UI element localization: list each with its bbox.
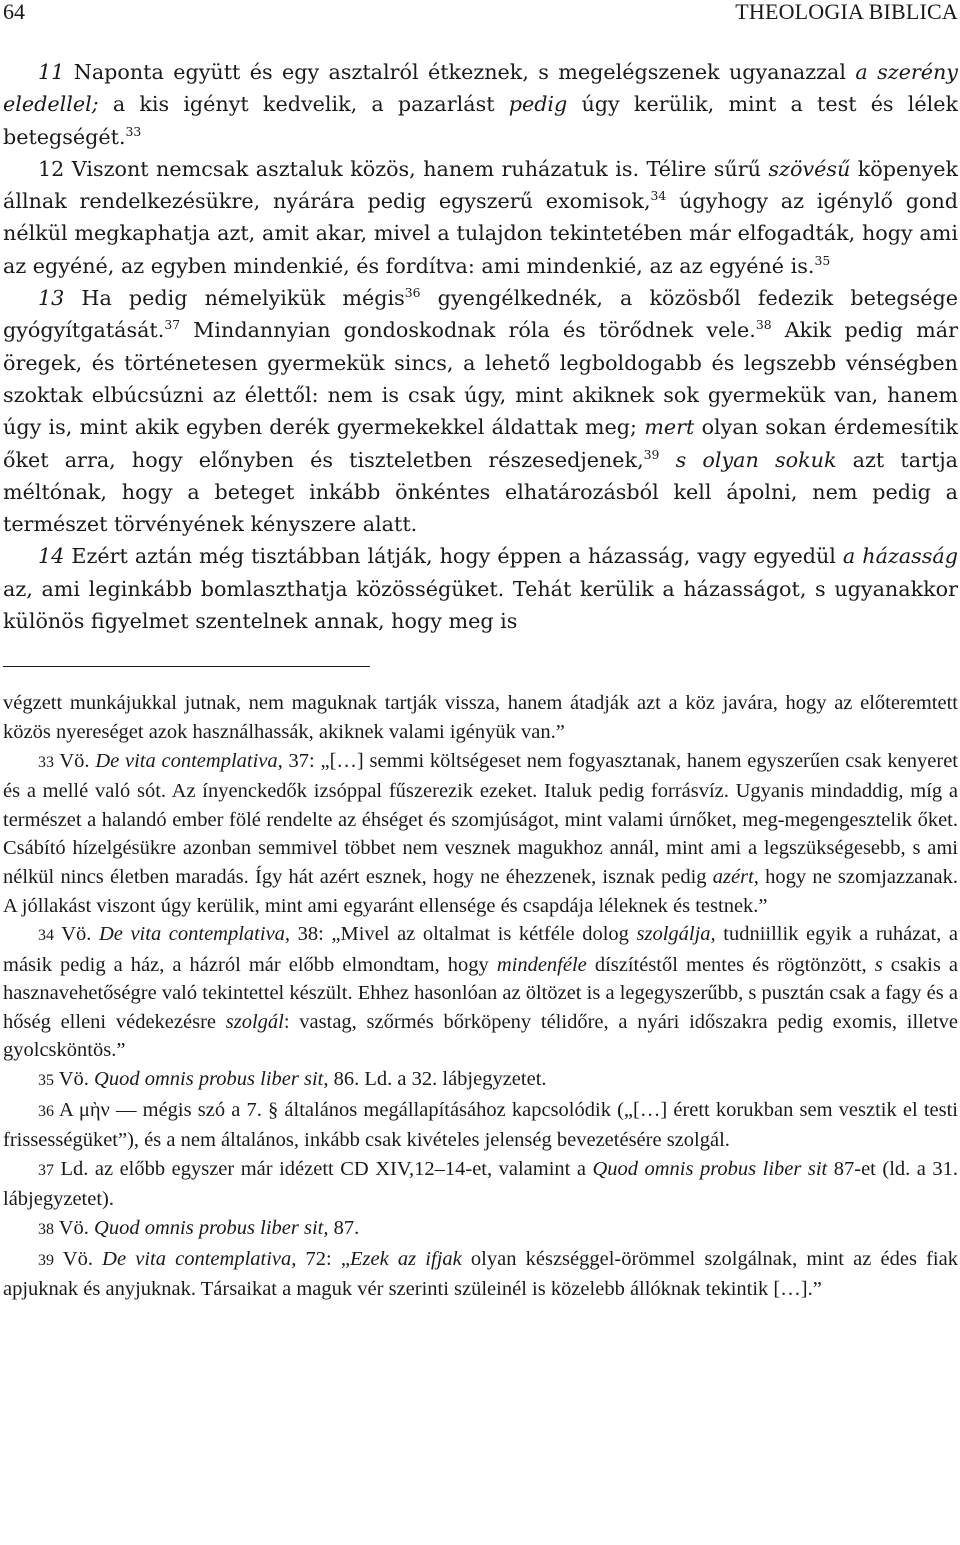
footnote-ref[interactable]: 39 — [643, 446, 660, 462]
text-run: csakis a hasznavehetőségre való tekintettel készült. Ehhez hasonlóan az öltözet is a legegyszerűbb, s pusztán csak a fagy és a hőség elleni védekezésre — [3, 953, 958, 1033]
italic-run: a házasság — [842, 544, 958, 569]
text-run: olyan sokan érdemesítik őket arra, hogy előnyben és tiszteletben részesedjenek, — [3, 415, 958, 472]
footnotes — [3, 689, 958, 1303]
text-run: a kis igényt kedvelik, a pazarlást — [98, 92, 509, 117]
paragraph-11 — [3, 56, 958, 153]
text-run: Ld. az előbb egyszer már idézett CD XIV,12–14-et, valamint a — [53, 1157, 593, 1180]
footnote-ref[interactable]: 38 — [755, 317, 772, 333]
text-run: Ezért aztán még tisztábban látják, hogy éppen a házasság, vagy egyedül — [64, 544, 843, 569]
text-run: gyengélkednék, a közösből fedezik betegsége gyógyítgatását. — [3, 286, 958, 343]
text-run: díszítéstől mentes és rögtönzött, — [586, 953, 875, 976]
text-run: azt tartja méltónak, hogy a beteget inkább önkéntes elhatározásból kell ápolni, nem pedig a természet törvényének kényszere alatt. — [3, 447, 959, 537]
italic-run: Quod omnis probus liber sit — [592, 1157, 828, 1180]
italic-run: szolgál — [225, 1010, 284, 1033]
paragraph-13 — [3, 282, 958, 540]
footnote-number: 37 — [38, 1161, 54, 1179]
italic-run: mindenféle — [496, 953, 587, 976]
running-title: THEOLOGIA BIBLICA — [735, 0, 958, 24]
text-run: úgy kerülik, mint a test és lélek betegségét. — [3, 92, 958, 149]
text-run: olyan készséggel-örömmel szolgálnak, mint az édes fiak apjuknak és anyjuknak. Társaikat a maguk vér szerinti szüleinél is közelebb állóknak tekintik […].” — [3, 1247, 958, 1301]
page-header — [3, 0, 958, 24]
italic-run: s olyan sokuk — [659, 447, 837, 472]
text-run: , hogy ne szomjazzanak. A jóllakást viszont úgy kerülik, mint ami egyaránt ellensége és csapdája léleknek és testnek.” — [3, 865, 958, 917]
footnote-number: 34 — [38, 927, 54, 945]
text-run: 72: „ — [296, 1247, 351, 1270]
text-run: köpenyek állnak rendelkezésükre, nyárára pedig egyszerű exomisok, — [3, 156, 958, 214]
main-text — [3, 56, 958, 637]
footnote-number: 38 — [38, 1221, 54, 1239]
footnote-35 — [3, 1065, 958, 1096]
footnote-36 — [3, 1096, 958, 1155]
text-run: 87-et (ld. a 31. lábjegyzetet). — [3, 1157, 958, 1211]
footnote-number: 39 — [38, 1251, 54, 1269]
text-run: 87. — [328, 1217, 360, 1240]
text-run: Akik pedig már öregek, és történetesen gyermekük sincs, a lehető legboldogabb és legszebb vénségben szoktak elbúcsúzni az élettől: nem is csak úgy, mint akiknek sok gyermekük van, hanem úgy is, mint akik egyben derék gyermekekkel áldattak meg; — [3, 318, 958, 440]
text-run: Vö. — [53, 749, 96, 772]
text-run: : vastag, szőrmés bőrköpeny télidőre, a nyári időszakra pedig exomis, illetve gyolcsköntös.” — [3, 1010, 958, 1062]
footnote-number: 33 — [38, 753, 54, 771]
text-run: 86. Ld. a 32. lábjegyzetet. — [328, 1068, 547, 1091]
footnote-ref[interactable]: 36 — [404, 285, 421, 301]
italic-run: azért — [712, 865, 754, 888]
footnote-33 — [3, 747, 958, 921]
footnote-ref[interactable]: 34 — [650, 188, 667, 204]
paragraph-14 — [3, 540, 958, 637]
italic-run: Quod omnis probus liber sit, — [94, 1068, 329, 1091]
footnote-continuation: végzett munkájukkal jutnak, nem maguknak tartják vissza, hanem átadják azt a köz javára, hogy az előteremtett közös nyereséget azok használhassák, akiknek valami igényük van.” — [3, 692, 958, 743]
footnote-number: 35 — [38, 1072, 54, 1090]
verse-number: 14 — [38, 544, 65, 569]
paragraph-12 — [3, 153, 958, 282]
text-run: Vö. — [53, 1247, 103, 1270]
italic-run: szolgálja, — [636, 923, 716, 946]
text-run: 37: „[…] semmi költségeset nem fogyasztanak, hanem egyszerűen csak kenyeret és a mellé való sót. Az ínyenckedők izsóppal fűszerezik ezeket. Italuk pedig forrásvíz. Ugyanis mindaddig, míg a természet a halandó ember fölé rendelte az éhséget és szomjúságot, mint valami úrnőket, meg-megengesztelik őket. Csábító hízelgésükre azonban semmivel többet nem vesznek magukhoz annál, mint ami a legszükségesebb, s ami nélkül nincs életben maradás. Így hát azért esznek, hogy ne éhezzenek, isznak pedig — [3, 749, 959, 888]
italic-run: a szerény eledellel; — [3, 60, 958, 117]
italic-run: De vita contemplativa, — [98, 923, 291, 946]
footnote-separator — [3, 666, 370, 667]
verse-number: 11 — [38, 60, 65, 84]
text-run: úgyhogy az igénylő gond nélkül megkaphatja azt, amit akar, mivel a tulajdon tekintetében már elfogadták, hogy ami az egyéné, az egyben mindenkié, és fordítva: ami mindenkié, az az egyéné is. — [3, 189, 959, 278]
text-run: tudniillik egyik a ruházat, a másik pedig a ház, a házról már előbb elmondtam, hogy — [3, 923, 958, 976]
text-run: Naponta együtt és egy asztalról étkeznek, s megelégszenek ugyanazzal — [64, 60, 856, 84]
footnote-number: 36 — [38, 1102, 54, 1120]
text-run: Ha pedig némelyikük mégis — [64, 286, 405, 311]
italic-run: szövésű — [768, 156, 851, 181]
footnote-39 — [3, 1245, 958, 1304]
text-run: A μὴν — mégis szó a 7. § általános megállapításához kapcsolódik („[…] érett korukban sem vesztik el testi frissességüket”), és a nem általános, inkább csak kivételes jelenség bevezetésére szolgál. — [3, 1098, 958, 1152]
italic-run: mert — [644, 415, 695, 440]
footnote-ref[interactable]: 35 — [814, 252, 831, 268]
verse-number: 13 — [38, 286, 65, 311]
text-run: 38: „Mivel az oltalmat is kétféle dolog — [290, 923, 637, 946]
footnote-37 — [3, 1155, 958, 1214]
footnote-ref[interactable]: 33 — [125, 123, 142, 139]
italic-run: Quod omnis probus liber sit, — [94, 1217, 329, 1240]
footnote-ref[interactable]: 37 — [164, 317, 181, 333]
text-run: Mindannyian gondoskodnak róla és törődnek vele. — [180, 318, 756, 343]
footnote-38 — [3, 1214, 958, 1245]
text-run: 12 Viszont nemcsak asztaluk közös, hanem ruházatuk is. Télire sűrű — [38, 156, 769, 181]
page-number: 64 — [3, 0, 25, 24]
footnote-34 — [3, 920, 958, 1065]
italic-run: pedig — [508, 92, 568, 117]
italic-run: De vita contemplativa, — [95, 749, 283, 772]
text-run: Vö. — [53, 1217, 95, 1240]
text-run: Vö. — [53, 923, 99, 946]
text-run: az, ami leginkább bomlaszthatja közösségüket. Tehát kerülik a házasságot, s ugyanakkor különös figyelmet szentelnek annak, hogy meg is — [3, 576, 958, 634]
italic-run: De vita contemplativa, — [102, 1247, 297, 1270]
italic-run: s — [874, 953, 883, 976]
italic-run: Ezek az ifjak — [350, 1247, 462, 1270]
text-run: Vö. — [53, 1068, 95, 1091]
